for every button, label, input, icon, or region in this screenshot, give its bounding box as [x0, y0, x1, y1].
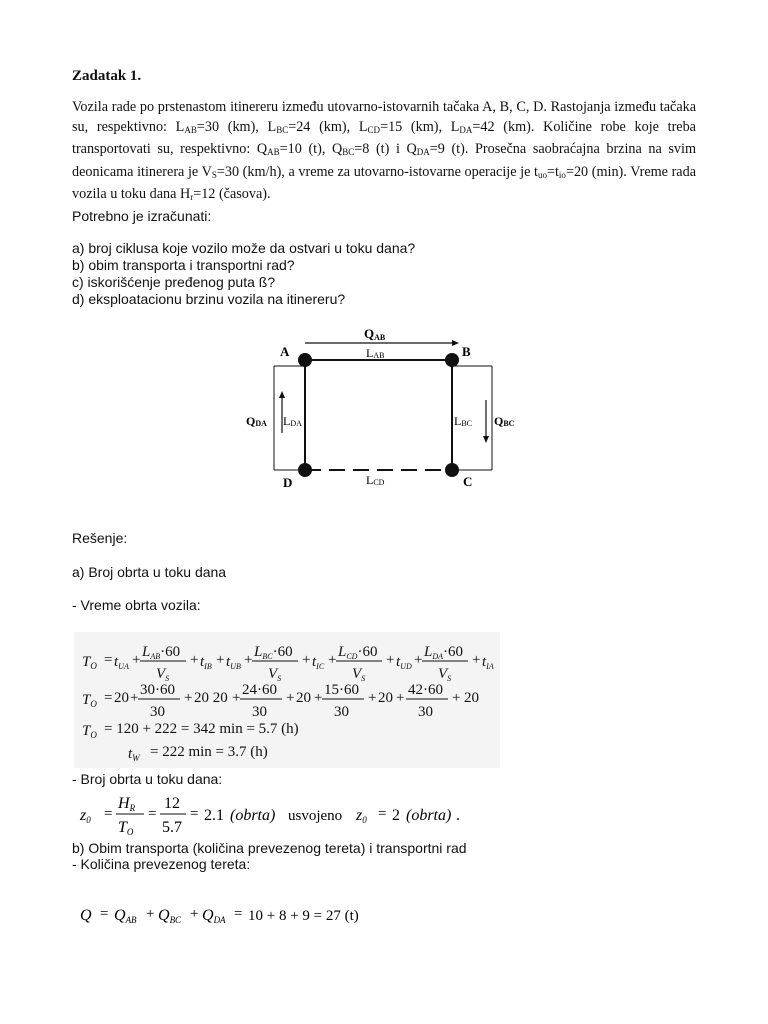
svg-text:LAB·60: $L_{AB}\cdot 60$: [142, 644, 181, 661]
svg-text:42·60: 42·60: [408, 682, 443, 698]
node-d: [298, 463, 312, 477]
svg-text:+: +: [472, 652, 481, 668]
cargo-heading: - Količina prevezenog tereta:: [72, 856, 251, 872]
svg-text:LDA·60: $L_{DA}\cdot 60$: [424, 644, 464, 661]
task-item: a) broj ciklusa koje vozilo može da ostvari u toku dana?: [72, 240, 416, 256]
svg-text:+: +: [130, 690, 139, 706]
q-ab-label: QAB: [364, 326, 386, 342]
svg-text:VS: $V_S$: [352, 666, 366, 683]
arrowhead-icon: [452, 340, 459, 346]
svg-text:2.1: 2.1: [204, 807, 224, 824]
svg-text:20: 20: [464, 690, 479, 706]
tasks-heading: Potrebno je izračunati:: [72, 208, 212, 224]
svg-text:+: +: [244, 652, 253, 668]
svg-text:+: +: [132, 652, 141, 668]
svg-text:=: =: [378, 806, 387, 822]
svg-text:20: 20: [296, 690, 311, 706]
task-item: c) iskorišćenje pređenog puta ß?: [72, 274, 276, 290]
problem-statement: Vozila rade po prstenastom itinereru između utovarno-istovarnih tačaka A, B, C, D. Rastojanja između tačaka su, respektivno: $L_{AB}=30$ (km), $L_{BC}=24$ (km), $L_{CD}=15$ (km), $L_{DA}=42$ (km). Količine robe koje treba transportovati su, respektivno: $Q_{AB}=10$ (t), $Q_{BC}=8$ (t) i $Q_{DA}=9$ (t). Prosečna saobraćajna brzina na svim deonicama itinerera je $V_S=30$ (km/h), a vreme za utovarno-istovarne operacije je $t_{uo}=t_{io}=20$ (min). Vreme rada vozila u toku dana $H_r=12$ (časova).: [72, 99, 697, 203]
svg-text:=: =: [100, 906, 109, 922]
svg-text:+: +: [414, 652, 423, 668]
svg-text:TO: TO: [118, 819, 134, 837]
svg-text:VS: $V_S$: [438, 666, 452, 683]
svg-text:+: +: [232, 690, 241, 706]
svg-text:+: +: [286, 690, 295, 706]
svg-text:12: 12: [164, 795, 180, 812]
svg-text:VS: $V_S$: [156, 666, 170, 683]
svg-text:VS: $V_S$: [268, 666, 282, 683]
cargo-formula: [74, 898, 394, 930]
section-b-heading: b) Obim transporta (količina prevezenog tereta) i transportni rad: [72, 840, 467, 856]
svg-text:.: .: [456, 807, 460, 824]
svg-text:30: 30: [252, 704, 267, 720]
svg-text:tIA: $t_{IA}$: [482, 654, 494, 671]
svg-text:+: +: [396, 690, 405, 706]
svg-text:=: =: [104, 806, 113, 822]
svg-text:=: =: [190, 806, 199, 822]
svg-text:+: +: [314, 690, 323, 706]
l-cd-label: LCD: [366, 473, 385, 487]
svg-text:tIB: $t_{IB}$: [200, 654, 212, 671]
svg-text:+: +: [328, 652, 337, 668]
svg-text:+: +: [368, 690, 377, 706]
svg-text:20: 20: [378, 690, 393, 706]
svg-text:+: +: [190, 906, 199, 922]
node-b: [445, 353, 459, 367]
svg-text:10 + 8 + 9 = 27 (t): 10 + 8 + 9 = 27 (t): [248, 908, 359, 924]
section-b: [72, 840, 467, 872]
arrowhead-icon: [483, 436, 489, 443]
svg-text:20: 20: [114, 690, 129, 706]
svg-text:+: +: [302, 652, 311, 668]
svg-text:tUD: $t_{UD}$: [396, 654, 412, 671]
cycles-heading: - Broj obrta u toku dana:: [72, 771, 223, 787]
node-c-label: C: [463, 474, 473, 489]
svg-text:tIC: $t_{IC}$: [312, 654, 325, 671]
svg-text:TO: $T_O$: [82, 692, 97, 709]
svg-text:QBC: QBC: [158, 907, 182, 925]
svg-text:30: 30: [418, 704, 433, 720]
svg-text:=: =: [104, 690, 113, 706]
svg-text:30: 30: [334, 704, 349, 720]
svg-text:5.7: 5.7: [162, 819, 182, 836]
svg-text:=: =: [234, 906, 243, 922]
task-item: b) obim transporta i transportni rad?: [72, 257, 295, 273]
svg-text:=: =: [148, 806, 157, 822]
svg-text:HR: HR: [118, 795, 136, 813]
svg-text:Q: Q: [80, 907, 92, 924]
svg-text:tUA: $t_{UA}$: [114, 654, 129, 671]
svg-text:z0: z0: [356, 807, 367, 825]
task-title: Zadatak 1.: [72, 68, 142, 84]
cycles-formula: [74, 790, 494, 840]
svg-text:30·60: 30·60: [140, 682, 175, 698]
svg-text:(obrta): (obrta): [406, 807, 452, 824]
svg-text:TO: $T_O$: [82, 654, 97, 671]
turn-time-formula: [74, 632, 500, 768]
l-da-label: LDA: [283, 414, 302, 428]
solution-heading: Rešenje:: [72, 530, 128, 546]
route-diagram: [230, 318, 530, 498]
node-a-label: A: [280, 344, 290, 359]
svg-text:= 120 + 222 = 342 min = 5.7 (: = 120 + 222 = 342 min = 5.7 (h): [104, 721, 299, 737]
node-d-label: D: [283, 475, 293, 490]
svg-text:usvojeno: usvojeno: [288, 808, 343, 824]
task-list: [72, 240, 415, 308]
q-da-label: QDA: [246, 414, 267, 428]
svg-text:+: +: [190, 652, 199, 668]
svg-text:+: +: [386, 652, 395, 668]
svg-text:20 20: 20 20: [194, 690, 228, 706]
svg-text:+: +: [146, 906, 155, 922]
problem-line: Vozila rade po prstenastom itinereru između utovarno-istovarnih tačaka A, B, C, D. Rastojanja: [72, 99, 611, 115]
svg-text:LBC·60: $L_{BC}\cdot 60$: [254, 644, 293, 661]
svg-text:LCD·60: $L_{CD}\cdot 60$: [338, 644, 378, 661]
task-item: d) eksploatacionu brzinu vozila na itinereru?: [72, 291, 346, 307]
svg-text:= 222 min = 3.7 (h): = 222 min = 3.7 (h): [150, 744, 268, 760]
node-b-label: B: [462, 344, 471, 359]
l-bc-label: LBC: [454, 414, 473, 428]
svg-text:2: 2: [392, 807, 400, 824]
svg-text:TO: $T_O$: [82, 723, 97, 740]
svg-text:24·60: 24·60: [242, 682, 277, 698]
section-a-heading: a) Broj obrta u toku dana: [72, 564, 227, 580]
svg-text:+: +: [452, 690, 461, 706]
svg-text:z0: z0: [80, 807, 91, 825]
arrowhead-icon: [279, 391, 285, 398]
svg-text:+: +: [184, 690, 193, 706]
svg-text:tUB: $t_{UB}$: [226, 654, 241, 671]
node-c: [445, 463, 459, 477]
svg-text:15·60: 15·60: [324, 682, 359, 698]
l-ab-label: LAB: [366, 346, 385, 360]
svg-text:30: 30: [150, 704, 165, 720]
node-a: [298, 353, 312, 367]
formula-svg: [74, 632, 500, 768]
svg-text:+: +: [216, 652, 225, 668]
turn-time-heading: - Vreme obrta vozila:: [72, 597, 201, 613]
svg-text:tW: $t_W$: [128, 746, 140, 763]
svg-text:=: =: [104, 652, 113, 668]
q-bc-label: QBC: [494, 414, 515, 428]
svg-text:QDA: QDA: [202, 907, 226, 925]
svg-text:(obrta): (obrta): [230, 807, 276, 824]
svg-text:QAB: QAB: [114, 907, 137, 925]
